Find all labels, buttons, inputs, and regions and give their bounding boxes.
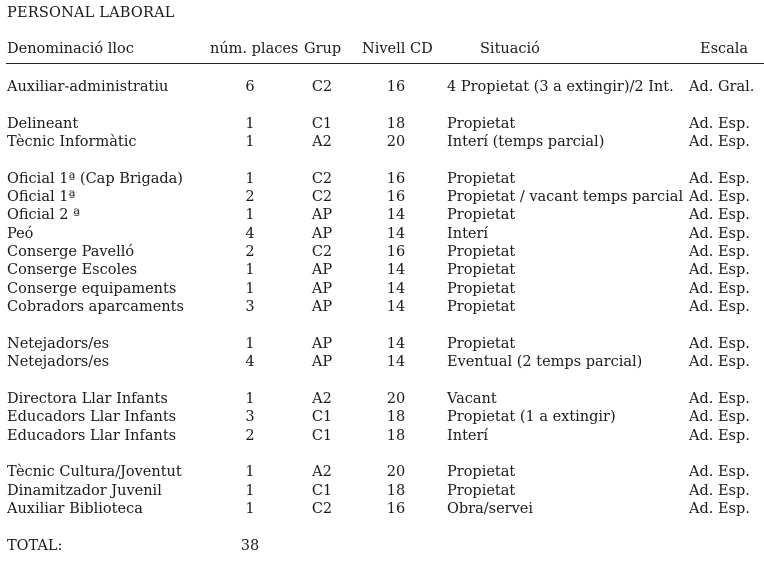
- cell-grup: C2: [311, 501, 333, 517]
- cell-grup: AP: [311, 336, 333, 352]
- cell-denominacio: Educadors Llar Infants: [7, 409, 177, 425]
- cell-denominacio: Auxiliar-administratiu: [7, 79, 169, 95]
- cell-situacio: 4 Propietat (3 a extingir)/2 Int.: [447, 79, 674, 95]
- table-row: [0, 299, 764, 318]
- cell-denominacio: Auxiliar Biblioteca: [7, 501, 143, 517]
- cell-situacio: Propietat: [447, 207, 516, 223]
- cell-situacio: Propietat: [447, 244, 516, 260]
- cell-nivell-cd: 16: [386, 244, 406, 260]
- cell-denominacio: Dinamitzador Juvenil: [7, 483, 162, 499]
- table-row: [0, 207, 764, 226]
- header-grup: Grup: [304, 41, 342, 57]
- cell-grup: C2: [311, 171, 333, 187]
- cell-num-places: 2: [245, 428, 255, 444]
- cell-denominacio: Oficial 2 ª: [7, 207, 80, 223]
- total-label: TOTAL:: [7, 538, 63, 554]
- header-nivell-cd: Nivell CD: [362, 41, 433, 57]
- cell-grup: AP: [311, 299, 333, 315]
- cell-num-places: 1: [245, 281, 255, 297]
- cell-num-places: 1: [245, 116, 255, 132]
- cell-escala: Ad. Esp.: [689, 409, 750, 425]
- header-num-places: núm. places: [210, 41, 299, 57]
- cell-grup: A2: [312, 391, 332, 407]
- header-escala: Escala: [700, 41, 749, 57]
- cell-denominacio: Netejadors/es: [7, 336, 110, 352]
- table-row: [0, 79, 764, 98]
- cell-num-places: 2: [245, 189, 255, 205]
- cell-num-places: 1: [245, 501, 255, 517]
- cell-grup: C2: [311, 244, 333, 260]
- table-row: [0, 483, 764, 502]
- cell-situacio: Interí: [447, 226, 489, 242]
- cell-escala: Ad. Esp.: [689, 207, 750, 223]
- cell-denominacio: Tècnic Informàtic: [7, 134, 137, 150]
- cell-grup: AP: [311, 207, 333, 223]
- table-row: [0, 409, 764, 428]
- cell-escala: Ad. Esp.: [689, 428, 750, 444]
- page-title: PERSONAL LABORAL: [7, 5, 175, 21]
- cell-num-places: 4: [245, 226, 255, 242]
- cell-grup: A2: [312, 134, 332, 150]
- header-situacio: Situació: [480, 41, 540, 57]
- cell-nivell-cd: 16: [386, 79, 406, 95]
- cell-situacio: Propietat: [447, 171, 516, 187]
- cell-denominacio: Conserge Escoles: [7, 262, 138, 278]
- table-row: [0, 464, 764, 483]
- cell-situacio: Propietat: [447, 281, 516, 297]
- cell-num-places: 2: [245, 244, 255, 260]
- cell-nivell-cd: 18: [386, 409, 406, 425]
- cell-escala: Ad. Esp.: [689, 226, 750, 242]
- cell-situacio: Propietat (1 a extingir): [447, 409, 616, 425]
- cell-denominacio: Oficial 1ª: [7, 189, 76, 205]
- cell-num-places: 1: [245, 336, 255, 352]
- table-row: [0, 226, 764, 245]
- cell-denominacio: Educadors Llar Infants: [7, 428, 177, 444]
- cell-grup: C2: [311, 189, 333, 205]
- cell-grup: C1: [311, 483, 333, 499]
- cell-situacio: Propietat: [447, 116, 516, 132]
- cell-grup: AP: [311, 354, 333, 370]
- cell-escala: Ad. Esp.: [689, 171, 750, 187]
- table-row: [0, 501, 764, 520]
- cell-grup: C1: [311, 428, 333, 444]
- cell-nivell-cd: 14: [386, 336, 406, 352]
- cell-num-places: 1: [245, 391, 255, 407]
- cell-grup: C2: [311, 79, 333, 95]
- cell-num-places: 1: [245, 464, 255, 480]
- cell-grup: C1: [311, 116, 333, 132]
- cell-nivell-cd: 20: [386, 391, 406, 407]
- table-row: [0, 171, 764, 190]
- cell-num-places: 1: [245, 207, 255, 223]
- cell-grup: AP: [311, 281, 333, 297]
- table-row: [0, 134, 764, 153]
- cell-denominacio: Netejadors/es: [7, 354, 110, 370]
- cell-denominacio: Cobradors aparcaments: [7, 299, 184, 315]
- cell-situacio: Interí: [447, 428, 489, 444]
- total-value: 38: [240, 538, 260, 554]
- cell-num-places: 3: [245, 409, 255, 425]
- cell-denominacio: Conserge Pavelló: [7, 244, 135, 260]
- cell-situacio: Propietat: [447, 483, 516, 499]
- table-row: [0, 336, 764, 355]
- table-row: [0, 189, 764, 208]
- cell-escala: Ad. Esp.: [689, 483, 750, 499]
- cell-situacio: Eventual (2 temps parcial): [447, 354, 643, 370]
- cell-nivell-cd: 14: [386, 299, 406, 315]
- cell-escala: Ad. Esp.: [689, 116, 750, 132]
- cell-nivell-cd: 20: [386, 134, 406, 150]
- cell-nivell-cd: 16: [386, 171, 406, 187]
- cell-escala: Ad. Esp.: [689, 262, 750, 278]
- cell-nivell-cd: 16: [386, 501, 406, 517]
- cell-grup: A2: [312, 464, 332, 480]
- cell-nivell-cd: 18: [386, 116, 406, 132]
- cell-num-places: 1: [245, 134, 255, 150]
- table-row: [0, 262, 764, 281]
- cell-num-places: 1: [245, 171, 255, 187]
- cell-num-places: 4: [245, 354, 255, 370]
- cell-grup: AP: [311, 226, 333, 242]
- cell-escala: Ad. Esp.: [689, 354, 750, 370]
- cell-nivell-cd: 16: [386, 189, 406, 205]
- header-denominacio: Denominació lloc: [7, 41, 134, 57]
- cell-situacio: Obra/servei: [447, 501, 533, 517]
- cell-grup: AP: [311, 262, 333, 278]
- cell-denominacio: Delineant: [7, 116, 79, 132]
- cell-nivell-cd: 20: [386, 464, 406, 480]
- cell-denominacio: Conserge equipaments: [7, 281, 177, 297]
- table-row: [0, 281, 764, 300]
- cell-situacio: Propietat: [447, 464, 516, 480]
- cell-nivell-cd: 14: [386, 207, 406, 223]
- cell-situacio: Propietat / vacant temps parcial: [447, 189, 684, 205]
- cell-denominacio: Oficial 1ª (Cap Brigada): [7, 171, 183, 187]
- cell-num-places: 6: [245, 79, 255, 95]
- cell-nivell-cd: 14: [386, 281, 406, 297]
- cell-num-places: 1: [245, 262, 255, 278]
- cell-escala: Ad. Esp.: [689, 299, 750, 315]
- cell-situacio: Propietat: [447, 262, 516, 278]
- cell-situacio: Propietat: [447, 336, 516, 352]
- table-row: [0, 428, 764, 447]
- cell-escala: Ad. Esp.: [689, 134, 750, 150]
- cell-nivell-cd: 18: [386, 428, 406, 444]
- cell-nivell-cd: 18: [386, 483, 406, 499]
- cell-escala: Ad. Esp.: [689, 189, 750, 205]
- table-row: [0, 116, 764, 135]
- table-header: [0, 41, 764, 61]
- cell-denominacio: Tècnic Cultura/Joventut: [7, 464, 182, 480]
- cell-escala: Ad. Esp.: [689, 501, 750, 517]
- cell-escala: Ad. Esp.: [689, 391, 750, 407]
- cell-nivell-cd: 14: [386, 226, 406, 242]
- cell-denominacio: Peó: [7, 226, 34, 242]
- cell-grup: C1: [311, 409, 333, 425]
- table-row: [0, 391, 764, 410]
- header-rule: [6, 63, 764, 64]
- cell-escala: Ad. Esp.: [689, 244, 750, 260]
- total-row: [0, 538, 764, 557]
- cell-escala: Ad. Esp.: [689, 336, 750, 352]
- table-row: [0, 354, 764, 373]
- cell-escala: Ad. Esp.: [689, 281, 750, 297]
- cell-num-places: 1: [245, 483, 255, 499]
- cell-situacio: Interí (temps parcial): [447, 134, 605, 150]
- cell-nivell-cd: 14: [386, 354, 406, 370]
- cell-escala: Ad. Gral.: [689, 79, 755, 95]
- cell-situacio: Vacant: [447, 391, 497, 407]
- table-row: [0, 244, 764, 263]
- cell-escala: Ad. Esp.: [689, 464, 750, 480]
- cell-nivell-cd: 14: [386, 262, 406, 278]
- cell-situacio: Propietat: [447, 299, 516, 315]
- cell-num-places: 3: [245, 299, 255, 315]
- cell-denominacio: Directora Llar Infants: [7, 391, 168, 407]
